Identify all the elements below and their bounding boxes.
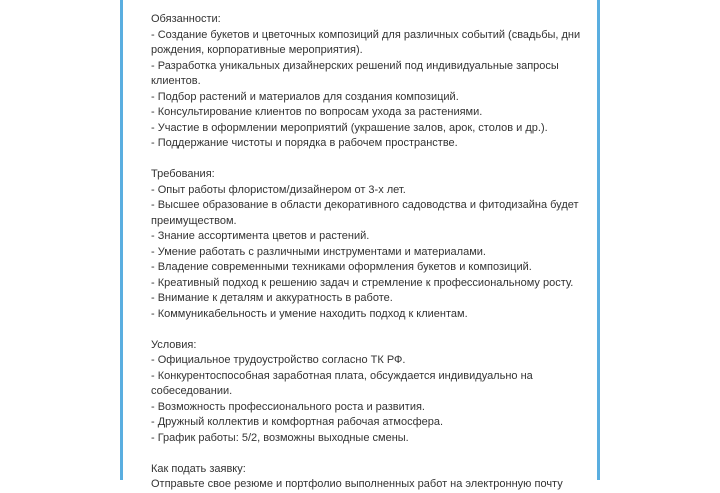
section-heading: Как подать заявку: bbox=[151, 462, 246, 475]
list-item: - Разработка уникальных дизайнерских решений под индивидуальные запросы bbox=[151, 59, 559, 72]
duties-section bbox=[151, 12, 591, 152]
left-border bbox=[120, 0, 123, 480]
right-border bbox=[597, 0, 600, 480]
list-item: - Создание букетов и цветочных композиций для различных событий (свадьбы, дни bbox=[151, 28, 581, 41]
conditions-section bbox=[151, 338, 591, 447]
list-item: - Владение современными техниками оформления букетов и композиций. bbox=[151, 261, 532, 273]
apply-section bbox=[151, 462, 591, 490]
list-item: рождения, корпоративные мероприятия). bbox=[151, 44, 363, 56]
list-item: клиентов. bbox=[151, 75, 201, 87]
list-item: преимуществом. bbox=[151, 214, 237, 227]
apply-instructions-line: Отправьте свое резюме и портфолио выполненных работ на электронную почту bbox=[151, 478, 563, 490]
requirements-section bbox=[151, 167, 591, 322]
list-item: - Подбор растений и материалов для создания композиций. bbox=[151, 90, 459, 103]
list-item: - Конкурентоспособная заработная плата, обсуждается индивидуально на bbox=[151, 369, 533, 382]
list-item: собеседовании. bbox=[151, 385, 233, 397]
list-item: - Креативный подход к решению задач и стремление к профессиональному росту. bbox=[151, 276, 574, 289]
list-item: - Опыт работы флористом/дизайнером от 3-х лет. bbox=[151, 183, 406, 196]
list-item: - График работы: 5/2, возможны выходные смены. bbox=[151, 431, 409, 444]
section-heading: Условия: bbox=[151, 338, 197, 351]
list-item: - Консультирование клиентов по вопросам ухода за растениями. bbox=[151, 106, 483, 118]
list-item: - Коммуникабельность и умение находить подход к клиентам. bbox=[151, 307, 468, 320]
section-heading: Требования: bbox=[151, 168, 215, 180]
list-item: - Официальное трудоустройство согласно ТК РФ. bbox=[151, 354, 406, 366]
list-item: - Высшее образование в области декоративного садоводства и фитодизайна будет bbox=[151, 199, 579, 211]
list-item: - Знание ассортимента цветов и растений. bbox=[151, 230, 370, 242]
list-item: - Участие в оформлении мероприятий (украшение залов, арок, столов и др.). bbox=[151, 121, 548, 134]
list-item: - Умение работать с различными инструментами и материалами. bbox=[151, 245, 486, 258]
list-item: - Возможность профессионального роста и развития. bbox=[151, 400, 425, 413]
section-heading: Обязанности: bbox=[151, 13, 221, 25]
vacancy-text bbox=[151, 12, 591, 490]
list-item: - Дружный коллектив и комфортная рабочая атмосфера. bbox=[151, 416, 444, 428]
list-item: - Внимание к деталям и аккуратность в работе. bbox=[151, 292, 393, 304]
list-item: - Поддержание чистоты и порядка в рабочем пространстве. bbox=[151, 137, 458, 149]
